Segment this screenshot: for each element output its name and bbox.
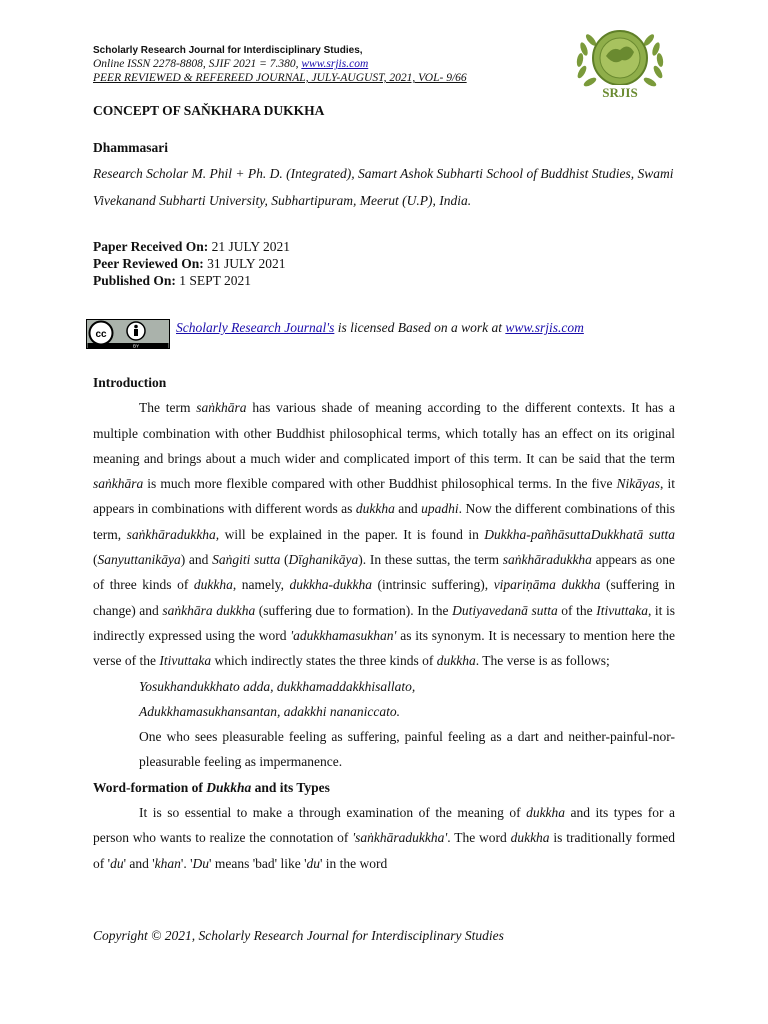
published-value: 1 SEPT 2021 [175,273,252,288]
introduction-paragraph: The term saṅkhāra has various shade of meaning according to the different contexts. It has a multiple combination with other Buddhist philosophical terms, which totally has an effect on its original meaning and brings about a much wider and complicated import of this term. It can be said that the term saṅkhāra is much more flexible compared with other Buddhist philosophical terms. In the five Nikāyas, it appears in combinations with different words as dukkha and upadhi. Now the different combinations of this term, saṅkhāradukkha, will be explained in the paper. It is found in Dukkha-pañhāsuttaDukkhatā sutta (Sanyuttanikāya) and Saṅgiti sutta (Dīghanikāya). In these suttas, the term saṅkhāradukkha appears as one of three kinds of dukkha, namely, dukkha-dukkha (intrinsic suffering), vipariṇāma dukkha (suffering in change) and saṅkhāra dukkha (suffering due to formation). In the Dutiyavedanā sutta of the Itivuttaka, it is indirectly expressed using the word 'adukkhamasukhan' as its synonym. It is necessary to mention here the verse of the Itivuttaka which indirectly states the three kinds of dukkha. The verse is as follows; [93,400,676,669]
reviewed-value: 31 JULY 2021 [203,256,286,271]
cc-by-license-icon[interactable] [86,319,170,349]
verse-translation: One who sees pleasurable feeling as suffering, painful feeling as a dart and neither-painful-nor-pleasurable feeling as impermanence. [139,729,675,770]
author-affiliation: Research Scholar M. Phil + Ph. D. (Integrated), Samart Ashok Subharti School of Buddhist Studies, Swami Vivekanand Subharti University, Subhartipuram, Meerut (U.P), India. [93,166,674,208]
verse-line-2: Adukkhamasukhansantan, adakkhi nananiccato. [139,703,400,719]
svg-text:cc: cc [95,329,107,340]
paper-dates [93,238,290,289]
word-formation-paragraph: It is so essential to make a through examination of the meaning of dukkha and its types for a person who wants to realize the connotation of 'saṅkhāradukkha'. The word dukkha is traditionally formed of 'du' and 'khan'. 'Du' means 'bad' like 'du' in the word [93,805,675,871]
license-statement [176,320,584,336]
journal-header [93,44,573,85]
reviewed-date [93,255,290,272]
published-date [93,272,290,289]
paper-title: CONCEPT OF SAŇKHARA DUKKHA [93,103,325,118]
journal-license-link[interactable]: Scholarly Research Journal's [176,320,335,335]
verse-line-1: Yosukhandukkhato adda, dukkhamaddakkhisallato, [139,678,416,694]
peer-review-line: PEER REVIEWED & REFEREED JOURNAL, JULY-AUGUST, 2021, VOL- 9/66 [93,72,467,84]
introduction-heading: Introduction [93,375,167,390]
received-label: Paper Received On: [93,239,209,254]
issn-line [93,57,573,71]
received-value: 21 JULY 2021 [208,239,291,254]
copyright-footer: Copyright © 2021, Scholarly Research Journal for Interdisciplinary Studies [93,928,504,943]
svg-text:BY: BY [132,343,140,349]
license-text: is licensed Based on a work at [334,320,506,335]
srjis-logo [568,22,672,106]
article-body [93,370,675,876]
journal-website-link[interactable]: www.srjis.com [301,58,369,70]
journal-name: Scholarly Research Journal for Interdisciplinary Studies, [93,45,363,56]
issn-text: Online ISSN 2278-8808, SJIF 2021 = 7.380, [93,58,302,70]
published-label: Published On: [93,273,176,288]
received-date [93,238,290,255]
author-name: Dhammasari [93,140,168,155]
license-website-link[interactable]: www.srjis.com [505,320,584,335]
reviewed-label: Peer Reviewed On: [93,256,204,271]
word-formation-heading: Word-formation of Dukkha and its Types [93,779,330,795]
logo-text: SRJIS [602,85,638,100]
